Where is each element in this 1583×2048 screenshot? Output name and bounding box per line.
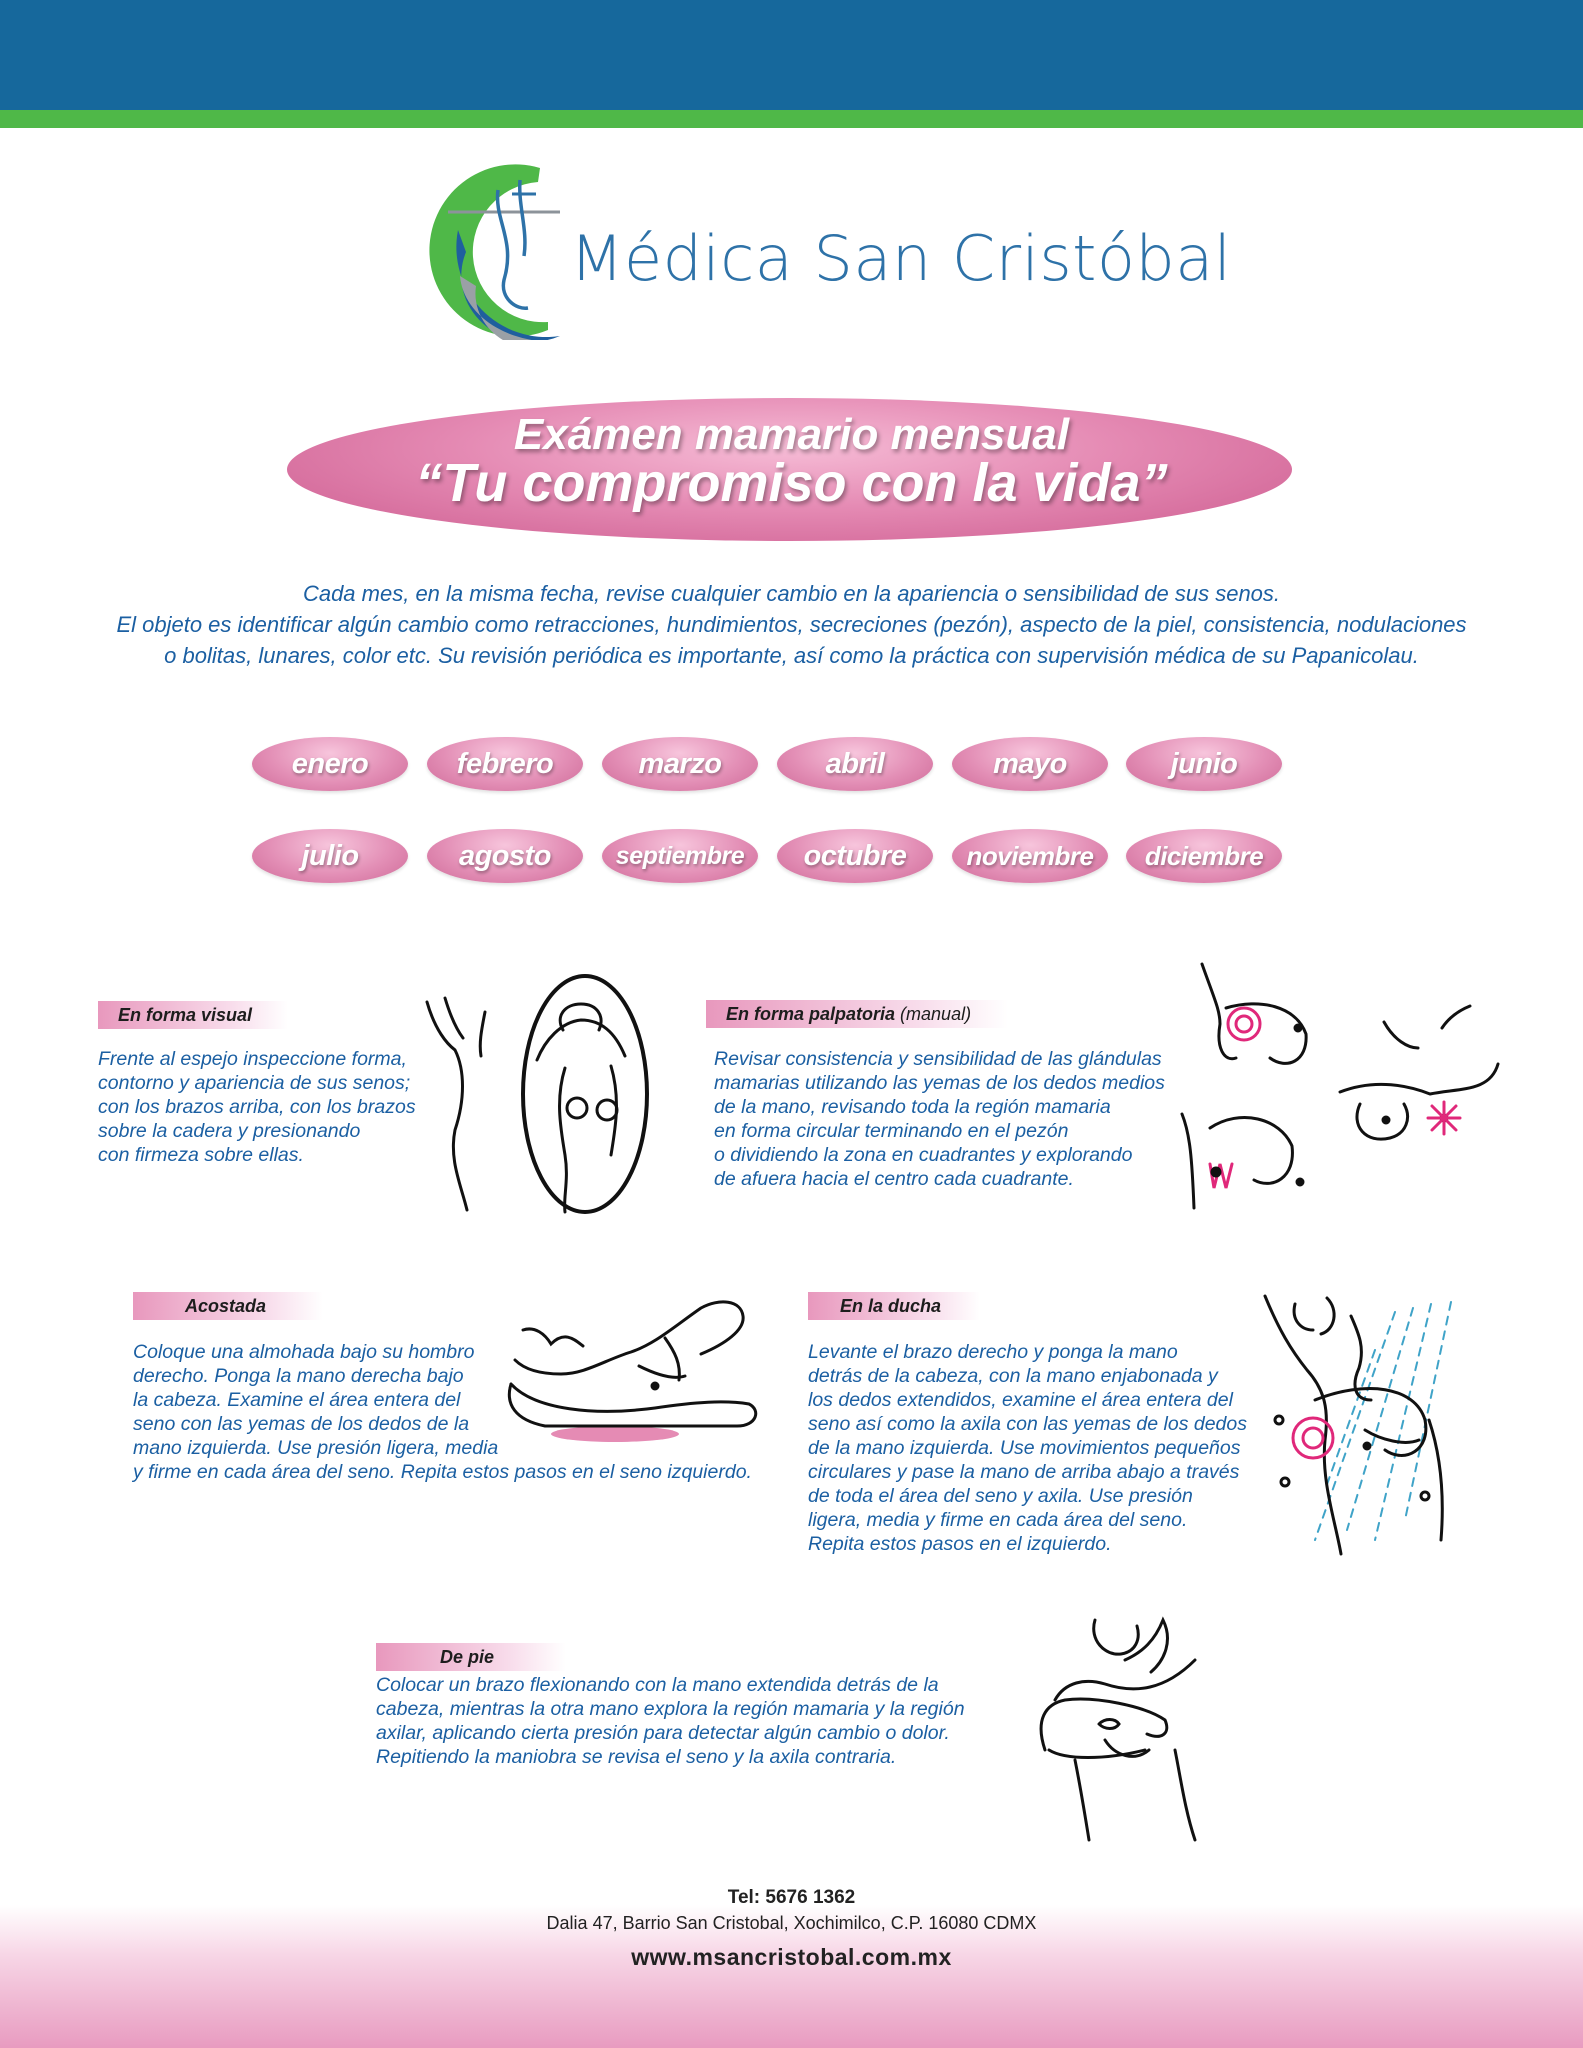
text-line: Levante el brazo derecho y ponga la mano — [808, 1341, 1178, 1363]
month-pill-julio: julio — [252, 829, 408, 883]
standing-illustration — [1025, 1600, 1225, 1845]
text-line: en forma circular terminando en el pezón — [714, 1120, 1069, 1142]
month-pill-junio: junio — [1126, 737, 1282, 791]
section-label-acostada — [133, 1292, 323, 1320]
text-line: Frente al espejo inspeccione forma, — [98, 1048, 407, 1070]
intro-line: El objeto es identificar algún cambio como retracciones, hundimientos, secreciones (pezón), aspecto de la piel, consistencia, nodulaciones — [116, 612, 1467, 637]
section-label-ducha — [808, 1292, 980, 1320]
text-line: mano izquierda. Use presión ligera, media — [133, 1437, 499, 1459]
text-line: Repita estos pasos en el izquierdo. — [808, 1533, 1112, 1555]
text-line: la cabeza. Examine el área entera del — [133, 1389, 461, 1411]
header-bar — [0, 0, 1583, 110]
footer-phone: Tel: 5676 1362 — [727, 1887, 856, 1908]
text-line: de toda el área del seno y axila. Use presión — [808, 1485, 1193, 1507]
footer-address: Dalia 47, Barrio San Cristobal, Xochimilco, C.P. 16080 CDMX — [546, 1913, 1037, 1933]
intro-line: o bolitas, lunares, color etc. Su revisión periódica es importante, así como la práctica con supervisión médica de su Papanicolau. — [164, 643, 1419, 668]
text-line: Repitiendo la maniobra se revisa el seno y la axila contraria. — [376, 1746, 897, 1768]
month-pill-mayo: mayo — [952, 737, 1108, 791]
month-pill-agosto: agosto — [427, 829, 583, 883]
text-line: los dedos extendidos, examine el área entera del — [808, 1389, 1233, 1411]
month-pill-octubre: octubre — [777, 829, 933, 883]
month-pill-febrero: febrero — [427, 737, 583, 791]
intro-text — [40, 578, 1543, 671]
text-line: de la mano izquierda. Use movimientos pequeños — [808, 1437, 1241, 1459]
text-line: con firmeza sobre ellas. — [98, 1144, 304, 1166]
text-line: y firme en cada área del seno. Repita estos pasos en el seno izquierdo. — [133, 1461, 752, 1483]
section-title: En la ducha — [840, 1296, 942, 1316]
section-label-palpatoria — [706, 1000, 1008, 1028]
text-line: circulares y pase la mano de arriba abajo a través — [808, 1461, 1240, 1483]
section-title: De pie — [440, 1647, 495, 1667]
intro-line: Cada mes, en la misma fecha, revise cualquier cambio en la apariencia o sensibilidad de sus senos. — [302, 581, 1281, 606]
section-title-main: En forma palpatoria — [726, 1004, 896, 1024]
text-line: detrás de la cabeza, con la mano enjabonada y — [808, 1365, 1218, 1387]
month-pill-noviembre: noviembre — [952, 829, 1108, 883]
lying-down-illustration — [505, 1290, 765, 1450]
section-text-visual — [98, 1047, 416, 1167]
section-title: Acostada — [185, 1296, 267, 1316]
text-line: ligera, media y firme en cada área del seno. — [808, 1509, 1188, 1531]
text-line: Colocar un brazo flexionando con la mano extendida detrás de la — [376, 1674, 939, 1696]
shower-illustration — [1255, 1290, 1470, 1560]
month-pill-diciembre: diciembre — [1126, 829, 1282, 883]
text-line: axilar, aplicando cierta presión para detectar algún cambio o dolor. — [376, 1722, 950, 1744]
text-line: o dividiendo la zona en cuadrantes y explorando — [714, 1144, 1133, 1166]
text-line: con los brazos arriba, con los brazos — [98, 1096, 416, 1118]
section-title-note: (manual) — [900, 1004, 972, 1024]
text-line: de afuera hacia el centro cada cuadrante. — [714, 1168, 1074, 1190]
brand-name: Médica San Cristóbal — [570, 222, 1232, 295]
section-text-palpatoria — [714, 1047, 1165, 1191]
text-line: contorno y apariencia de sus senos; — [98, 1072, 411, 1094]
text-line: derecho. Ponga la mano derecha bajo — [133, 1365, 464, 1387]
section-label-visual — [98, 1001, 288, 1029]
footer-website-link[interactable]: www.msancristobal.com.mx — [631, 1944, 952, 1970]
banner-title: Exámen mamario mensual — [513, 410, 1070, 459]
month-pill-enero: enero — [252, 737, 408, 791]
text-line: de la mano, revisando toda la región mamaria — [714, 1096, 1111, 1118]
text-line: seno con las yemas de los dedos de la — [133, 1413, 470, 1435]
section-text-de-pie — [376, 1673, 965, 1769]
text-line: Coloque una almohada bajo su hombro — [133, 1341, 475, 1363]
text-line: sobre la cadera y presionando — [98, 1120, 361, 1142]
text-line: mamarias utilizando las yemas de los dedos medios — [714, 1072, 1165, 1094]
banner-subtitle: “Tu compromiso con la vida” — [415, 453, 1168, 513]
text-line: Revisar consistencia y sensibilidad de las glándulas — [714, 1048, 1162, 1070]
section-text-ducha — [808, 1340, 1247, 1556]
month-pill-marzo: marzo — [602, 737, 758, 791]
section-label-de-pie — [376, 1643, 566, 1671]
header-accent-bar — [0, 110, 1583, 128]
text-line: cabeza, mientras la otra mano explora la región mamaria y la región — [376, 1698, 965, 1720]
palpation-illustration — [1180, 958, 1510, 1220]
section-title: En forma visual — [118, 1005, 253, 1025]
month-pill-abril: abril — [777, 737, 933, 791]
section-title — [706, 1004, 971, 1024]
text-line: seno así como la axila con las yemas de los dedos — [808, 1413, 1247, 1435]
month-pill-septiembre: septiembre — [602, 829, 758, 883]
mirror-illustration — [415, 960, 655, 1220]
